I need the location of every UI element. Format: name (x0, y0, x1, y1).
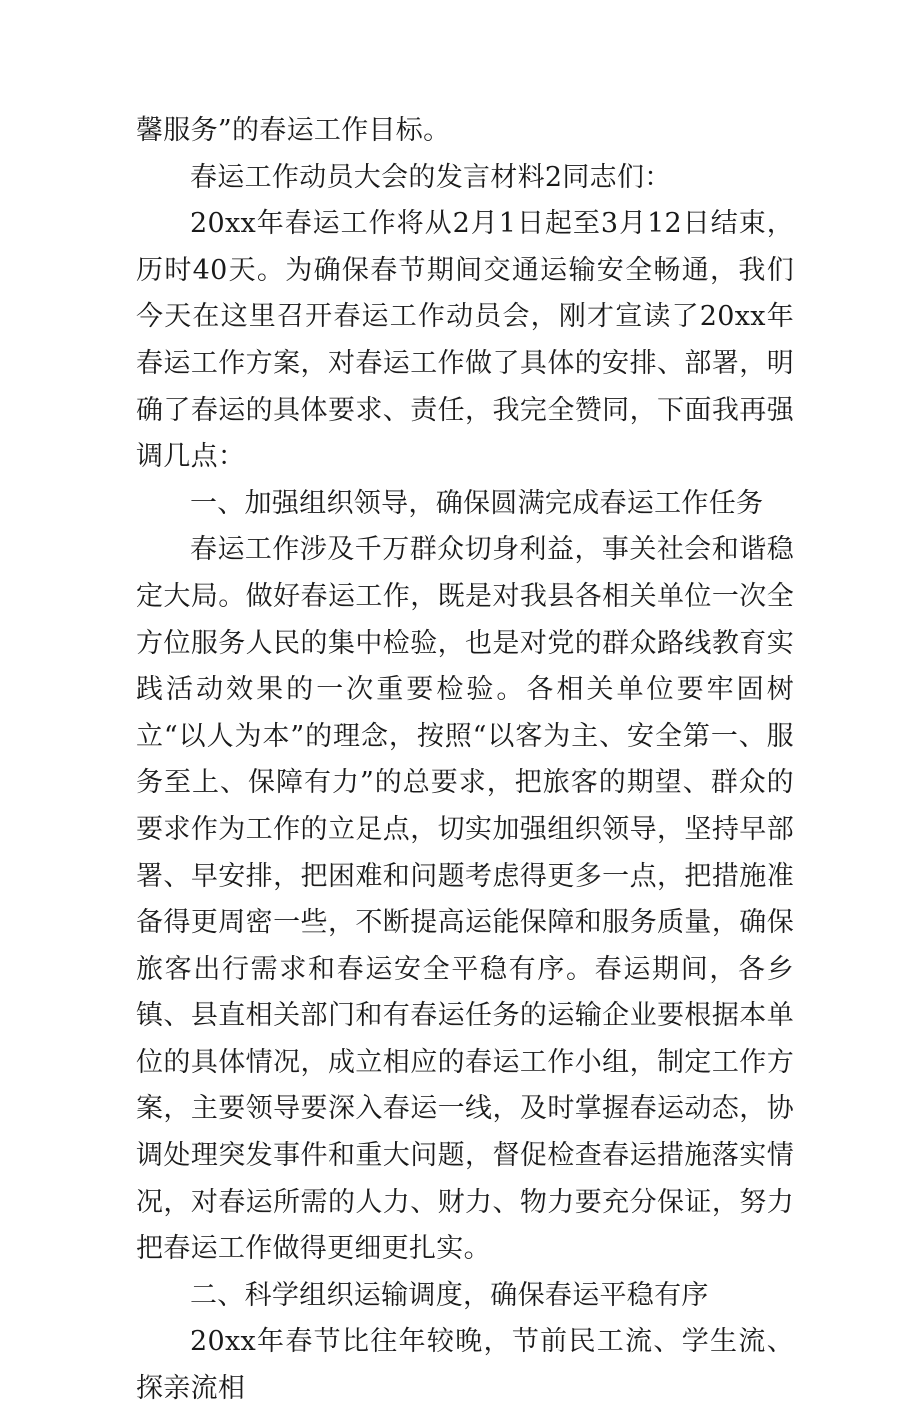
section-heading-1: 一、加强组织领导，确保圆满完成春运工作任务 (190, 487, 764, 519)
section-heading-2: 二、科学组织运输调度，确保春运平稳有序 (190, 1279, 709, 1311)
paragraph-section-1-body: 春运工作涉及千万群众切身利益，事关社会和谐稳定大局。做好春运工作，既是对我县各相关单位一次全方位服务人民的集中检验，也是对党的群众路线教育实践活动效果的一次重要检验。各相关单位要牢固树立“以人为本”的理念，按照“以客为主、安全第一、服务至上、保障有力”的总要求，把旅客的期望、群众的要求作为工作的立足点，切实加强组织领导，坚持早部署、早安排，把困难和问题考虑得更多一点，把措施准备得更周密一些，不断提高运能保障和服务质量，确保旅客出行需求和春运安全平稳有序。春运期间，各乡镇、县直相关部门和有春运任务的运输企业要根据本单位的具体情况，成立相应的春运工作小组，制定工作方案，主要领导要深入春运一线，及时掌握春运动态，协调处理突发事件和重大问题，督促检查春运措施落实情况，对春运所需的人力、财力、物力要充分保证，努力把春运工作做得更细更扎实。 (136, 534, 794, 1265)
paragraph-section-2-body: 20xx年春节比往年较晚，节前民工流、学生流、探亲流相 (136, 1326, 794, 1405)
paragraph-intro: 20xx年春运工作将从2月1日起至3月12日结束，历时40天。为确保春节期间交通运输安全畅通，我们今天在这里召开春运工作动员会，刚才宣读了20xx年春运工作方案，对春运工作做了具体的安排、部署，明确了春运的具体要求、责任，我完全赞同，下面我再强调几点： (136, 208, 794, 473)
paragraph-speech-title: 春运工作动员大会的发言材料2同志们： (190, 161, 672, 193)
document-body (136, 108, 794, 1413)
paragraph-continuation: 馨服务”的春运工作目标。 (136, 115, 451, 146)
